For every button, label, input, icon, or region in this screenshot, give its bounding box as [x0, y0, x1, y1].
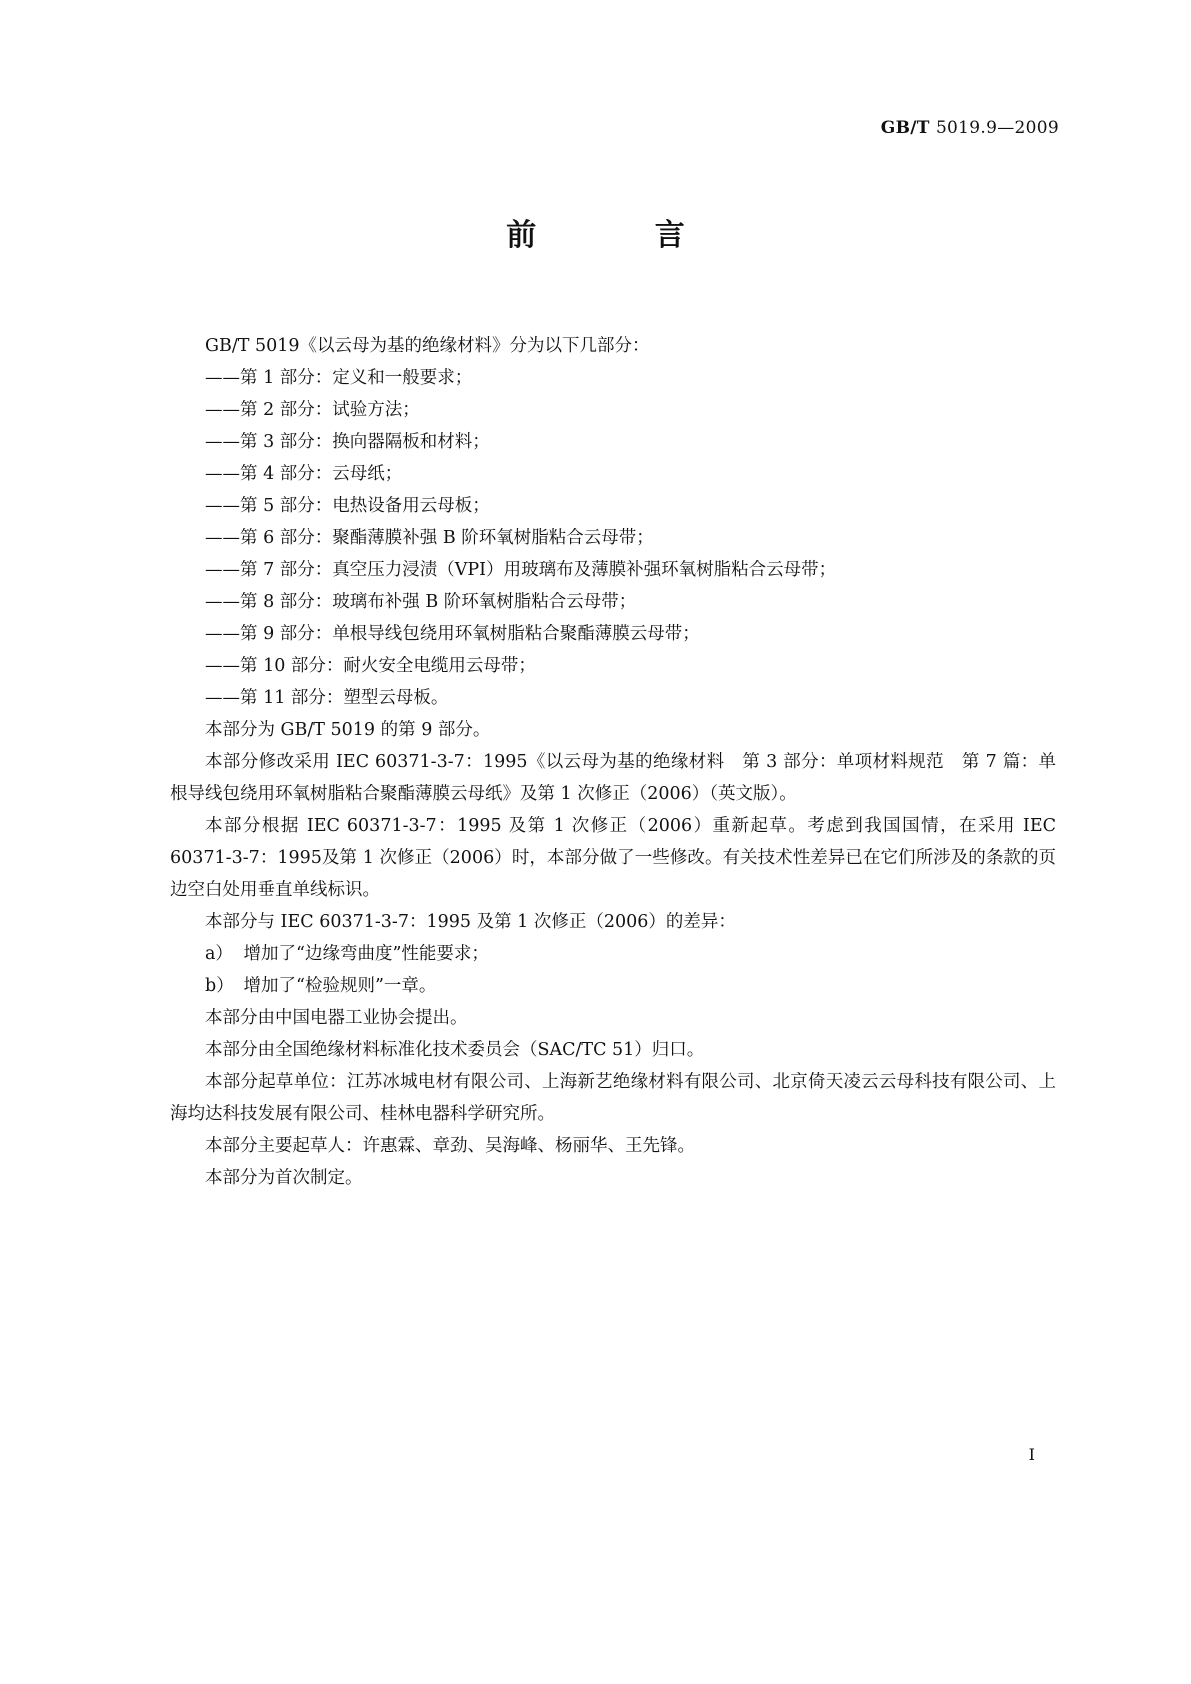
proposed-by-paragraph: 本部分由中国电器工业协会提出。 — [205, 1008, 468, 1028]
centralized-by-paragraph: 本部分由全国绝缘材料标准化技术委员会（SAC/TC 51）归口。 — [205, 1040, 705, 1060]
redraft-paragraph: 本部分根据 IEC 60371-3-7：1995 及第 1 次修正（2006）重新起草。考虑到我国国情，在采用 IEC 60371-3-7：1995及第 1 次修正（2006）时，本部分做了一些修改。有关技术性差异已在它们所涉及的条款的页边空白处用垂直单线标识。 — [170, 816, 1056, 900]
page-title: 前 言 — [506, 218, 739, 253]
part-list-item: ——第 5 部分：电热设备用云母板； — [205, 496, 490, 516]
adoption-paragraph: 本部分修改采用 IEC 60371-3-7：1995《以云母为基的绝缘材料 第 3 部分：单项材料规范 第 7 篇：单根导线包绕用环氧树脂粘合聚酯薄膜云母纸》及第 1 次修正（2006）（英文版）。 — [170, 752, 1056, 804]
intro-paragraph: GB/T 5019《以云母为基的绝缘材料》分为以下几部分： — [205, 336, 650, 356]
page-number: I — [1028, 1445, 1035, 1464]
differences-paragraph: 本部分与 IEC 60371-3-7：1995 及第 1 次修正（2006）的差异： — [205, 912, 736, 932]
difference-item-text: 增加了“检验规则”一章。 — [243, 976, 437, 996]
standard-code — [881, 118, 1059, 138]
standard-prefix: GB/T — [880, 118, 930, 138]
part-list-item: ——第 8 部分：玻璃布补强 B 阶环氧树脂粘合云母带； — [205, 592, 637, 612]
part-list-item: ——第 10 部分：耐火安全电缆用云母带； — [205, 656, 536, 676]
part-list-item: ——第 4 部分：云母纸； — [205, 464, 403, 484]
difference-item-text: 增加了“边缘弯曲度”性能要求； — [243, 944, 489, 964]
first-edition-paragraph: 本部分为首次制定。 — [205, 1168, 363, 1188]
foreword-body — [170, 330, 1056, 1194]
difference-item — [170, 970, 1056, 1002]
difference-item — [170, 938, 1056, 970]
part-list-item: ——第 9 部分：单根导线包绕用环氧树脂粘合聚酯薄膜云母带； — [205, 624, 700, 644]
difference-item-label: a） — [205, 944, 233, 964]
part-list-item: ——第 7 部分：真空压力浸渍（VPI）用玻璃布及薄膜补强环氧树脂粘合云母带； — [205, 560, 837, 580]
difference-item-label: b） — [205, 976, 234, 996]
part-list-item: ——第 1 部分：定义和一般要求； — [205, 368, 473, 388]
standard-number: 5019.9—2009 — [935, 118, 1059, 138]
part-list-item: ——第 3 部分：换向器隔板和材料； — [205, 432, 490, 452]
drafting-units-paragraph: 本部分起草单位：江苏冰城电材有限公司、上海新艺绝缘材料有限公司、北京倚天凌云云母科技有限公司、上海均达科技发展有限公司、桂林电器科学研究所。 — [170, 1072, 1056, 1124]
part-list-item: ——第 2 部分：试验方法； — [205, 400, 420, 420]
drafters-paragraph: 本部分主要起草人：许惠霖、章劲、吴海峰、杨丽华、王先锋。 — [205, 1136, 695, 1156]
part-statement-paragraph: 本部分为 GB/T 5019 的第 9 部分。 — [205, 720, 491, 740]
part-list-item: ——第 6 部分：聚酯薄膜补强 B 阶环氧树脂粘合云母带； — [205, 528, 654, 548]
part-list-item: ——第 11 部分：塑型云母板。 — [205, 688, 449, 708]
